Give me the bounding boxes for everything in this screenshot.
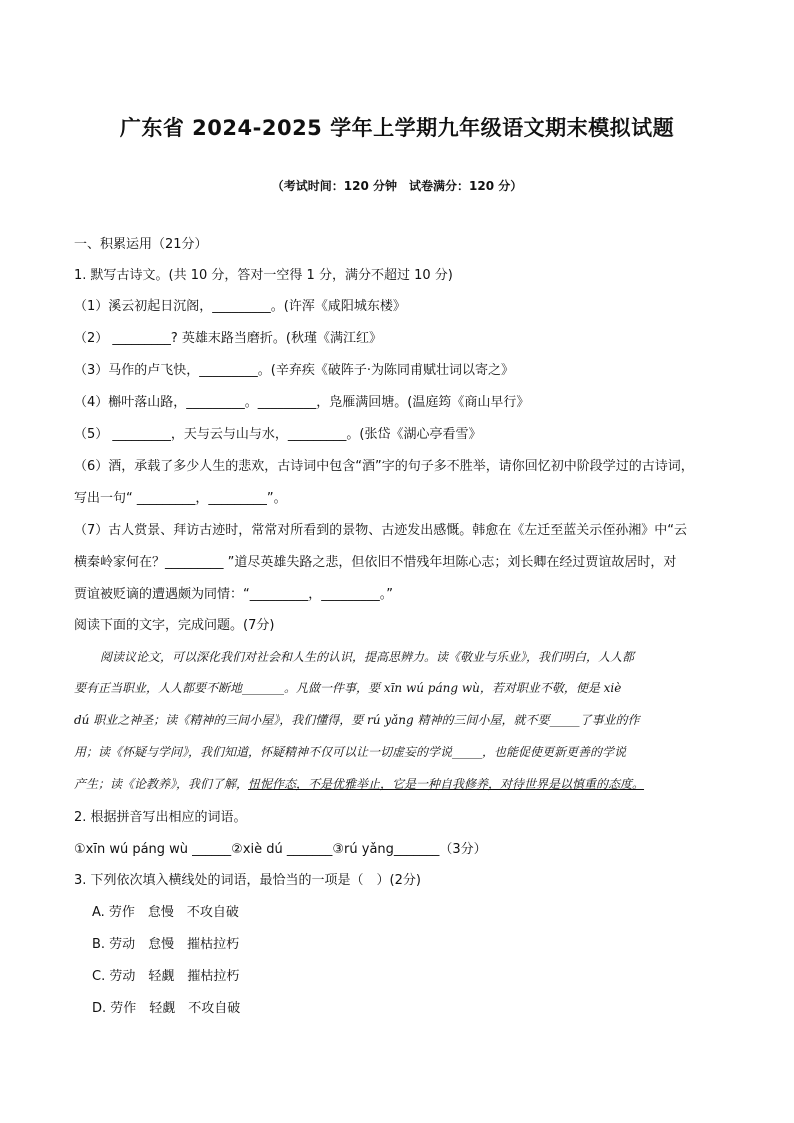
passage-line: 用；读《怀疑与学问》，我们知道，怀疑精神不仅可以让一切虚妄的学说_____，也能促使更新更善的学说 bbox=[74, 745, 627, 759]
option-b: B. 劳动 怠慢 摧枯拉朽 bbox=[92, 937, 240, 952]
question-1: 1. 默写古诗文。(共 10 分，答对一空得 1 分，满分不超过 10 分) bbox=[74, 268, 453, 283]
q1-item: 横秦岭家何在？_________ ”道尽英雄失路之悲，但依旧不惜残年坦陈心志；刘长卿在经过贾谊故居时，对 bbox=[74, 555, 677, 570]
option-c: C. 劳动 轻觑 摧枯拉朽 bbox=[92, 969, 240, 984]
q1-item: （1）溪云初起日沉阁，_________。(许浑《咸阳城东楼》 bbox=[74, 299, 406, 314]
question-2: 2. 根据拼音写出相应的词语。 bbox=[74, 810, 247, 825]
q1-item: （7）古人赏景、拜访古迹时，常常对所看到的景物、古迹发出感慨。韩愈在《左迁至蓝关示侄孙湘》中“云 bbox=[74, 523, 688, 538]
option-d: D. 劳作 轻觑 不攻自破 bbox=[92, 1001, 241, 1016]
reading-intro: 阅读下面的文字，完成问题。(7分) bbox=[74, 618, 275, 633]
passage-line: 要有正当职业，人人都要不断地_______。凡做一件事，要 xīn wú páng wù，若对职业不敬，便是 xiè bbox=[74, 681, 622, 695]
question-3: 3. 下列依次填入横线处的词语，最恰当的一项是（ ）(2分) bbox=[74, 873, 421, 888]
q1-item: （4）槲叶落山路，_________。_________，凫雁满回塘。(温庭筠《商山早行》 bbox=[74, 395, 530, 410]
passage-line bbox=[74, 775, 724, 792]
q1-item: 贾谊被贬谪的遭遇颇为同情：“_________，_________。” bbox=[74, 587, 393, 602]
q1-item: （5） _________，天与云与山与水，_________。(张岱《湖心亭看雪》 bbox=[74, 427, 482, 442]
section-heading: 一、积累运用（21分） bbox=[74, 237, 208, 252]
passage-line: 阅读议论文，可以深化我们对社会和人生的认识，提高思辨力。读《敬业与乐业》，我们明白，人人都 bbox=[100, 650, 635, 664]
q2-answer-line: ①xīn wú páng wù ______②xiè dú _______③rú yǎng_______（3分） bbox=[74, 842, 487, 857]
q1-item: （6）酒，承载了多少人生的悲欢，古诗词中包含“酒”字的句子多不胜举，请你回忆初中阶段学过的古诗词， bbox=[74, 459, 694, 474]
q1-item: （2） _________? 英雄末路当磨折。(秋瑾《满江红》 bbox=[74, 331, 383, 346]
exam-info: （考试时间：120 分钟 试卷满分：120 分） bbox=[271, 179, 523, 193]
q1-item: 写出一句“ _________，_________”。 bbox=[74, 491, 287, 506]
page-title: 广东省 2024-2025 学年上学期九年级语文期末模拟试题 bbox=[119, 116, 675, 140]
passage-text: 产生；读《论教养》，我们了解， bbox=[74, 777, 249, 791]
passage-line: dú 职业之神圣；读《精神的三间小屋》，我们懂得，要 rú yǎng 精神的三间小屋，就不要_____了事业的作 bbox=[74, 713, 640, 727]
option-a: A. 劳作 怠慢 不攻自破 bbox=[92, 905, 239, 920]
underlined-sentence: 忸怩作态，不是优雅举止，它是一种自我修养，对待世界是以慎重的态度。 bbox=[248, 777, 645, 791]
q1-item: （3）马作的卢飞快，_________。(辛弃疾《破阵子·为陈同甫赋壮词以寄之》 bbox=[74, 363, 514, 378]
